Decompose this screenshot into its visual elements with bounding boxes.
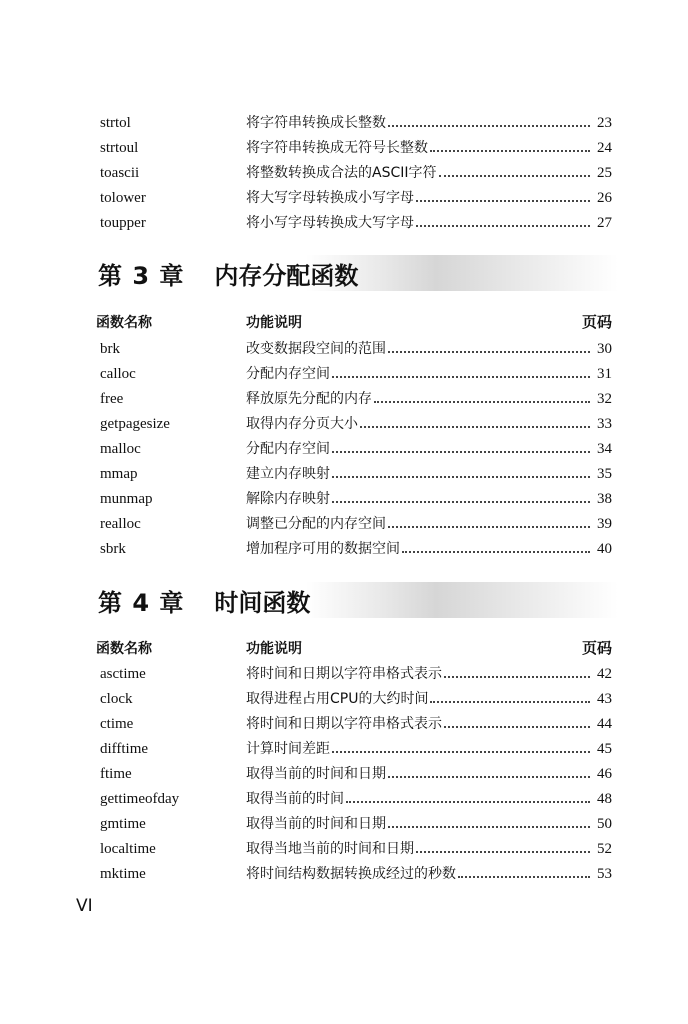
page-number: 50 (597, 816, 612, 832)
page-number: 39 (597, 516, 612, 532)
function-name: mmap (100, 466, 138, 482)
function-name: strtol (100, 115, 131, 131)
header-name: 函数名称 (96, 315, 152, 331)
function-description: 取得当前的时间和日期 (246, 766, 386, 782)
column-header (96, 310, 612, 332)
dot-leader (346, 801, 590, 803)
header-desc: 功能说明 (246, 641, 302, 657)
function-name: difftime (100, 741, 149, 757)
page-number: 45 (597, 741, 612, 757)
function-description: 释放原先分配的内存 (246, 391, 372, 407)
chapter-title: 时间函数 (214, 588, 311, 617)
function-description: 将字符串转换成长整数 (246, 115, 386, 131)
page-number: 24 (597, 140, 612, 156)
page-number: 26 (597, 190, 612, 206)
page-number: 33 (597, 416, 612, 432)
toc-entry (100, 511, 612, 533)
chapter-title: 内存分配函数 (214, 261, 359, 290)
dot-leader (416, 225, 590, 227)
page-number: 38 (597, 491, 612, 507)
toc-entry (100, 861, 612, 883)
function-name: malloc (100, 441, 141, 457)
page-number: 46 (597, 766, 612, 782)
dot-leader (416, 200, 590, 202)
header-page: 页码 (581, 313, 612, 331)
page-number: 53 (597, 866, 612, 882)
toc-entry (100, 486, 612, 508)
page-number: 48 (597, 791, 612, 807)
dot-leader (388, 526, 590, 528)
toc-entry (100, 661, 612, 683)
dot-leader (430, 150, 590, 152)
function-description: 将时间和日期以字符串格式表示 (246, 666, 442, 682)
dot-leader (360, 426, 590, 428)
page-number: 30 (597, 341, 612, 357)
dot-leader (388, 826, 590, 828)
toc-entry (100, 436, 612, 458)
toc-entry (100, 361, 612, 383)
dot-leader (402, 551, 590, 553)
chapter-number: 第 4 章 (98, 588, 185, 617)
page-number: 43 (597, 691, 612, 707)
header-desc: 功能说明 (246, 315, 302, 331)
function-description: 将小写字母转换成大写字母 (246, 215, 414, 231)
function-description: 分配内存空间 (246, 366, 330, 382)
page-number: 40 (597, 541, 612, 557)
page-label: VI (76, 896, 93, 916)
toc-entry (100, 711, 612, 733)
toc-entry (100, 185, 612, 207)
function-name: ftime (100, 766, 132, 782)
dot-leader (332, 476, 590, 478)
chapter-number: 第 3 章 (98, 261, 185, 290)
toc-entry (100, 811, 612, 833)
dot-leader (444, 676, 590, 678)
function-description: 调整已分配的内存空间 (246, 516, 386, 532)
toc-entry (100, 686, 612, 708)
function-name: clock (100, 691, 133, 707)
function-description: 分配内存空间 (246, 441, 330, 457)
page-number: 23 (597, 115, 612, 131)
toc-entry (100, 210, 612, 232)
dot-leader (458, 876, 590, 878)
page-number: 42 (597, 666, 612, 682)
toc-entry (100, 411, 612, 433)
function-name: brk (100, 341, 120, 357)
function-name: toascii (100, 165, 140, 181)
header-page: 页码 (581, 639, 612, 657)
function-name: tolower (100, 190, 146, 206)
function-description: 将字符串转换成无符号长整数 (246, 140, 428, 156)
dot-leader (388, 125, 590, 127)
function-name: ctime (100, 716, 134, 732)
function-description: 将时间和日期以字符串格式表示 (246, 716, 442, 732)
page-number: 52 (597, 841, 612, 857)
chapter-heading (98, 582, 618, 618)
dot-leader (444, 726, 590, 728)
function-description: 取得当地当前的时间和日期 (246, 841, 414, 857)
toc-entry (100, 786, 612, 808)
page-number: 31 (597, 366, 612, 382)
function-name: free (100, 391, 124, 407)
dot-leader (430, 701, 590, 703)
toc-entry (100, 461, 612, 483)
function-name: localtime (100, 841, 156, 857)
column-header (96, 636, 612, 658)
function-description: 取得当前的时间 (246, 791, 344, 807)
chapter-heading (98, 255, 618, 291)
toc-entry (100, 160, 612, 182)
toc-entry (100, 536, 612, 558)
function-name: strtoul (100, 140, 139, 156)
function-description: 将大写字母转换成小写字母 (246, 190, 414, 206)
dot-leader (332, 376, 590, 378)
dot-leader (439, 175, 591, 177)
function-name: realloc (100, 516, 141, 532)
function-name: munmap (100, 491, 153, 507)
header-name: 函数名称 (96, 641, 152, 657)
dot-leader (388, 351, 590, 353)
dot-leader (388, 776, 590, 778)
function-name: mktime (100, 866, 146, 882)
toc-entry (100, 836, 612, 858)
page-number: 25 (597, 165, 612, 181)
dot-leader (416, 851, 590, 853)
toc-entry (100, 110, 612, 132)
function-description: 取得内存分页大小 (246, 416, 358, 432)
page-number: 34 (597, 441, 612, 457)
function-name: sbrk (100, 541, 126, 557)
function-description: 取得当前的时间和日期 (246, 816, 386, 832)
toc-entry (100, 386, 612, 408)
toc-entry (100, 336, 612, 358)
toc-entry (100, 135, 612, 157)
dot-leader (332, 451, 590, 453)
function-description: 计算时间差距 (246, 741, 330, 757)
page-number: 35 (597, 466, 612, 482)
function-name: toupper (100, 215, 146, 231)
function-name: gettimeofday (100, 791, 180, 807)
page-number: 27 (597, 215, 612, 231)
function-name: calloc (100, 366, 136, 382)
function-description: 建立内存映射 (246, 466, 330, 482)
function-name: asctime (100, 666, 146, 682)
page-number: 44 (597, 716, 612, 732)
function-description: 取得进程占用CPU的大约时间 (246, 691, 429, 707)
function-description: 增加程序可用的数据空间 (246, 541, 400, 557)
toc-entry (100, 761, 612, 783)
dot-leader (332, 751, 590, 753)
dot-leader (332, 501, 590, 503)
function-name: getpagesize (100, 416, 170, 432)
function-name: gmtime (100, 816, 146, 832)
function-description: 改变数据段空间的范围 (246, 341, 386, 357)
function-description: 将整数转换成合法的ASCII字符 (246, 165, 437, 181)
function-description: 将时间结构数据转换成经过的秒数 (246, 866, 456, 882)
toc-entry (100, 736, 612, 758)
dot-leader (374, 401, 590, 403)
function-description: 解除内存映射 (246, 491, 330, 507)
page-number: 32 (597, 391, 612, 407)
